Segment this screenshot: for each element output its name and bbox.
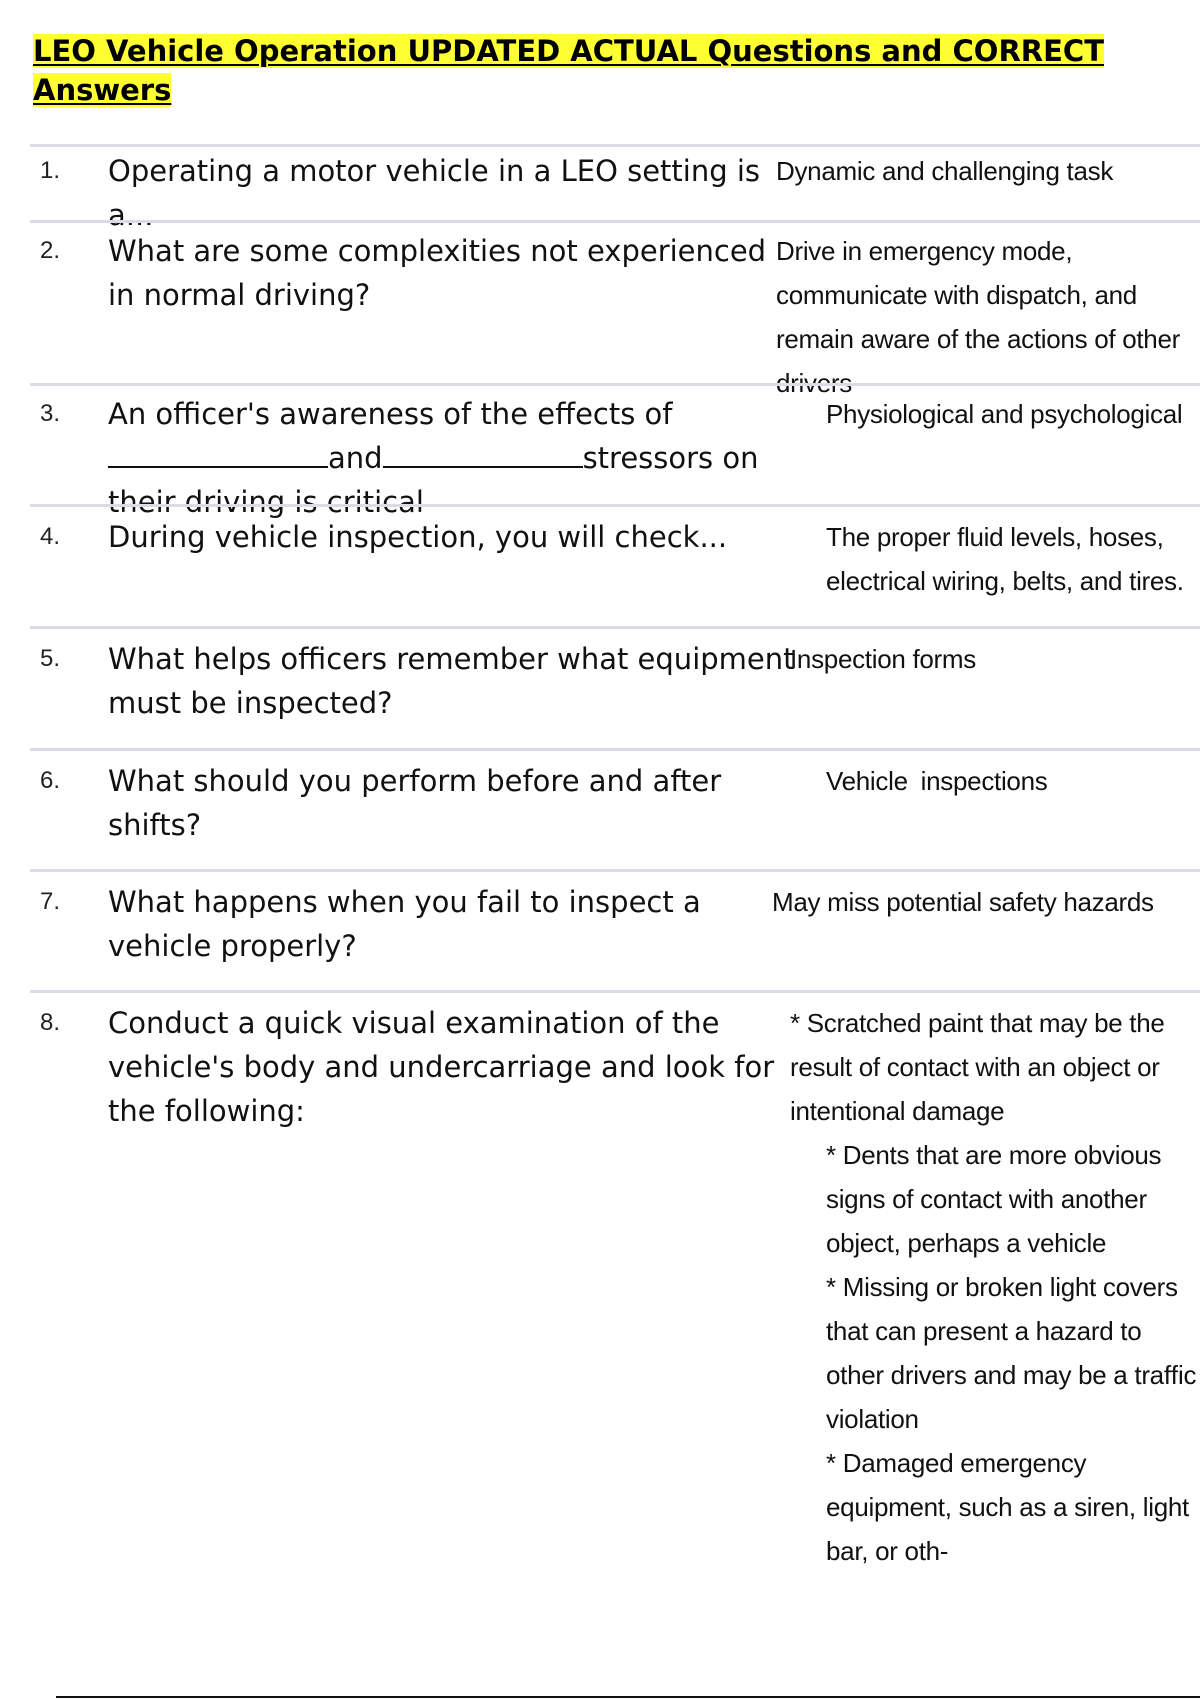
qa-item-2	[30, 220, 1200, 398]
item-number: 5.	[40, 645, 61, 672]
item-number: 6.	[40, 767, 61, 794]
answer-bullet: * Dents that are more obvious signs of contact with another object, perhaps a vehicle	[826, 1140, 1162, 1258]
qa-item-1	[30, 144, 1200, 232]
qa-item-5	[30, 626, 1200, 748]
question-text: Conduct a quick visual examination of the vehicle's body and undercarriage and look for the following:	[108, 1006, 775, 1128]
question-part-middle: and	[328, 441, 383, 475]
item-number: 3.	[40, 400, 61, 427]
answer-bullet: * Scratched paint that may be the result of contact with an object or intentional damage	[790, 1008, 1165, 1126]
qa-item-8	[30, 990, 1200, 1566]
qa-item-7	[30, 869, 1200, 990]
qa-item-3	[30, 383, 1200, 519]
question-text: Operating a motor vehicle in a LEO setting is a...	[108, 154, 761, 232]
answer-text: May miss potential safety hazards	[772, 887, 1154, 917]
item-number: 7.	[40, 888, 61, 915]
fill-in-blank-1	[108, 436, 328, 468]
item-number: 4.	[40, 523, 61, 550]
answer-text: The proper fluid levels, hoses, electrical wiring, belts, and tires.	[826, 522, 1184, 596]
question-text: What happens when you fail to inspect a vehicle properly?	[108, 885, 701, 963]
qa-item-6	[30, 748, 1200, 869]
qa-list	[30, 144, 1200, 1566]
qa-item-4	[30, 504, 1200, 626]
answer-text: Drive in emergency mode, communicate with dispatch, and remain aware of the actions of other drivers	[776, 236, 1180, 398]
question-part-before: An officer's awareness of the effects of	[108, 397, 673, 431]
answer-bullet: * Missing or broken light covers that can present a hazard to other drivers and may be a trafﬁc violation	[826, 1272, 1197, 1434]
question-text: What helps officers remember what equipment must be inspected?	[108, 642, 795, 720]
item-number: 8.	[40, 1009, 61, 1036]
question-part-after: stressors on their driving is critical	[108, 441, 759, 519]
document-title-text: LEO Vehicle Operation UPDATED ACTUAL Questions and CORRECT Answers	[33, 34, 1104, 107]
question-text: What should you perform before and after shifts?	[108, 764, 722, 842]
question-text: What are some complexities not experienced in normal driving?	[108, 234, 767, 312]
answer-text: Inspection forms	[790, 644, 976, 674]
fill-in-blank-2	[383, 436, 583, 468]
answer-text: Vehicle inspections	[826, 766, 1048, 796]
answer-bullet-list	[790, 1001, 1200, 1573]
item-number: 1.	[40, 157, 61, 184]
document-title	[33, 32, 1173, 110]
answer-bullet: * Damaged emergency equipment, such as a siren, light bar, or oth-	[826, 1448, 1189, 1566]
answer-text: Dynamic and challenging task	[776, 156, 1114, 186]
question-text: During vehicle inspection, you will check...	[108, 520, 728, 554]
answer-text: Physiological and psychological	[826, 399, 1183, 429]
footer-rule	[56, 1696, 1200, 1698]
item-number: 2.	[40, 237, 61, 264]
